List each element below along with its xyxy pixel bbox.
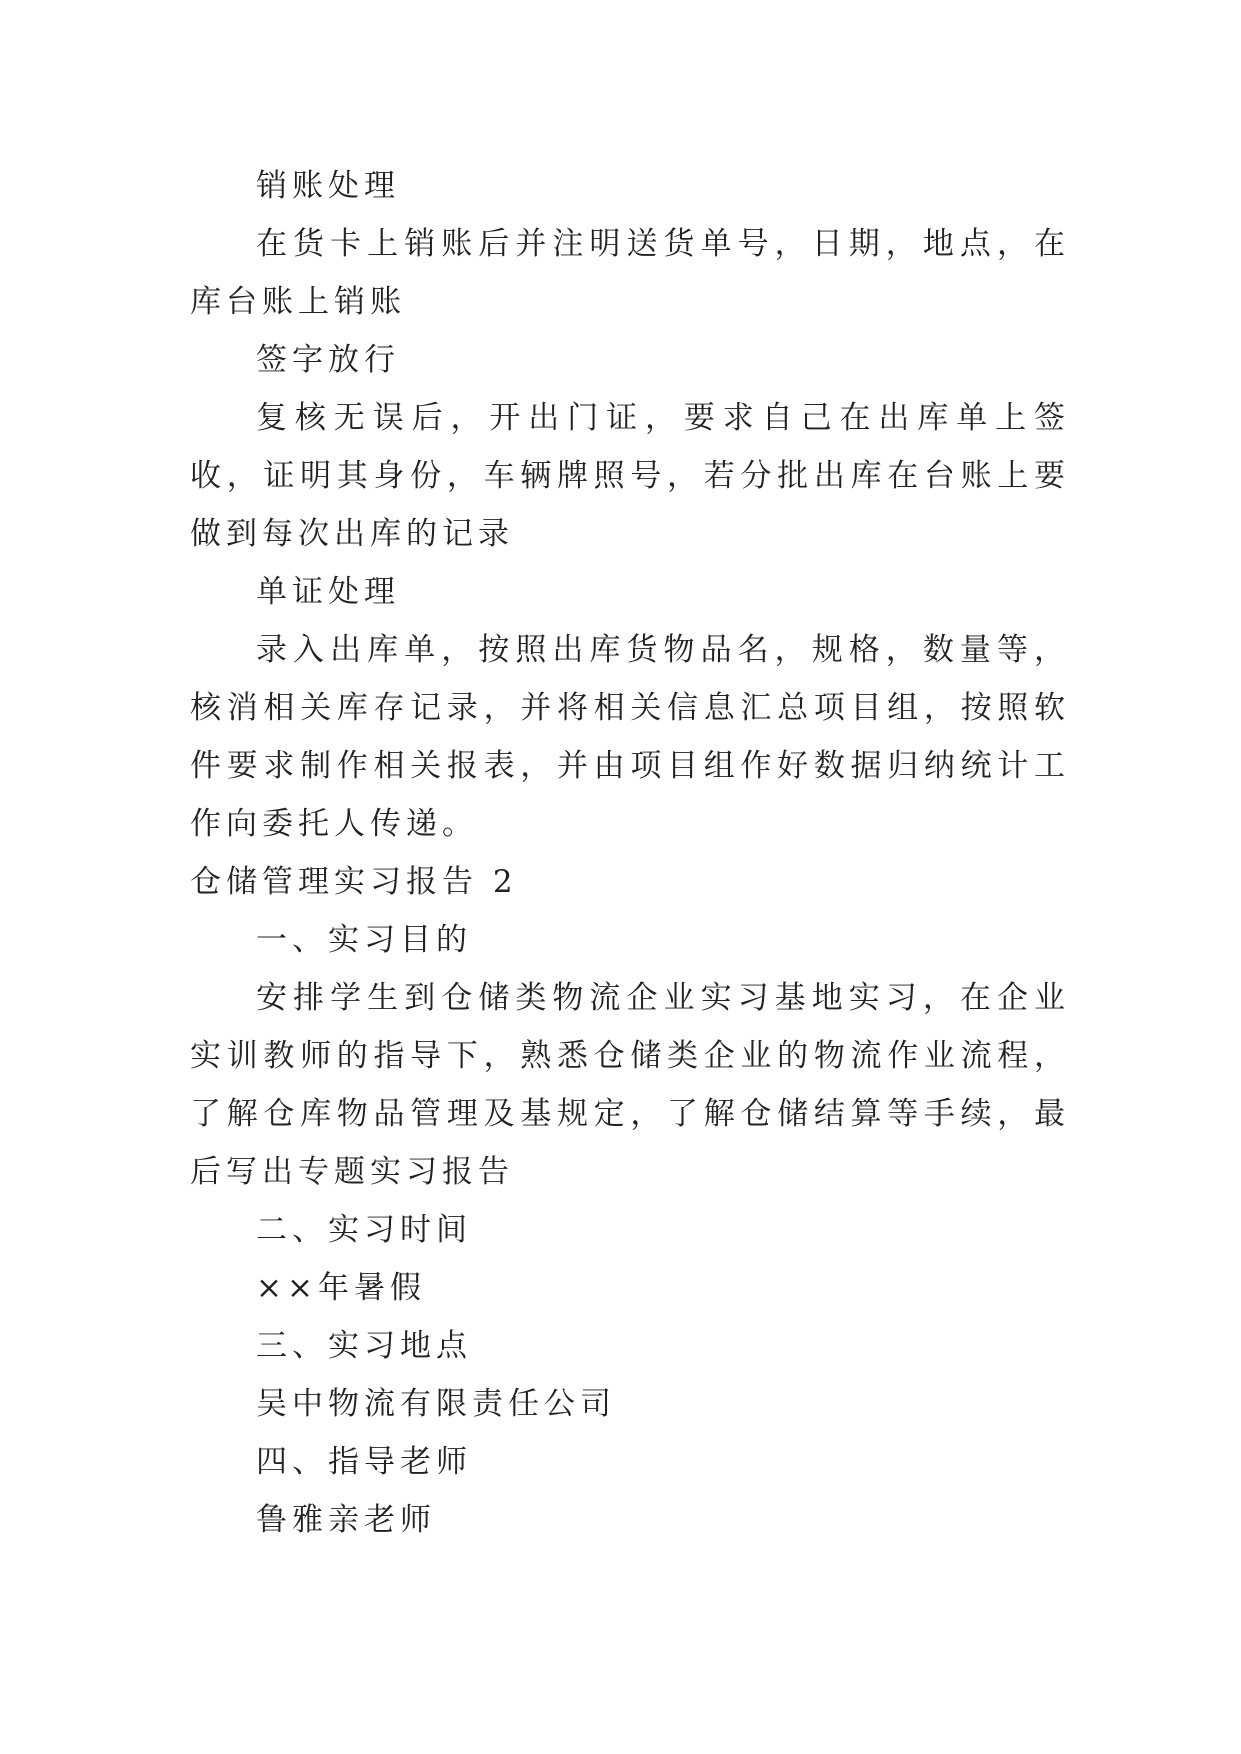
document-body xyxy=(190,157,1070,1549)
report-title: 仓储管理实习报告 2 xyxy=(190,864,518,900)
section-heading-instructor: 四、指导老师 xyxy=(256,1444,472,1480)
paragraph-time: ××年暑假 xyxy=(256,1270,426,1306)
section-heading-location: 三、实习地点 xyxy=(256,1328,472,1364)
paragraph-sign-release: 复核无误后，开出门证，要求自己在出库单上签收，证明其身份，车辆牌照号，若分批出库在台账上要做到每次出库的记录 xyxy=(190,400,1070,552)
section-heading-documents: 单证处理 xyxy=(256,574,400,610)
paragraph-location: 吴中物流有限责任公司 xyxy=(256,1386,616,1422)
section-heading-writeoff: 销账处理 xyxy=(256,168,400,204)
paragraph-documents: 录入出库单，按照出库货物品名，规格，数量等，核消相关库存记录，并将相关信息汇总项目组，按照软件要求制作相关报表，并由项目组作好数据归纳统计工作向委托人传递。 xyxy=(190,632,1070,842)
section-heading-sign-release: 签字放行 xyxy=(256,342,400,378)
paragraph-writeoff: 在货卡上销账后并注明送货单号，日期，地点，在库台账上销账 xyxy=(190,226,1070,320)
paragraph-purpose: 安排学生到仓储类物流企业实习基地实习，在企业实训教师的指导下，熟悉仓储类企业的物流作业流程，了解仓库物品管理及基规定，了解仓储结算等手续，最后写出专题实习报告 xyxy=(190,980,1070,1190)
section-heading-time: 二、实习时间 xyxy=(256,1212,472,1248)
section-heading-purpose: 一、实习目的 xyxy=(256,922,472,958)
paragraph-instructor: 鲁雅亲老师 xyxy=(256,1502,436,1538)
